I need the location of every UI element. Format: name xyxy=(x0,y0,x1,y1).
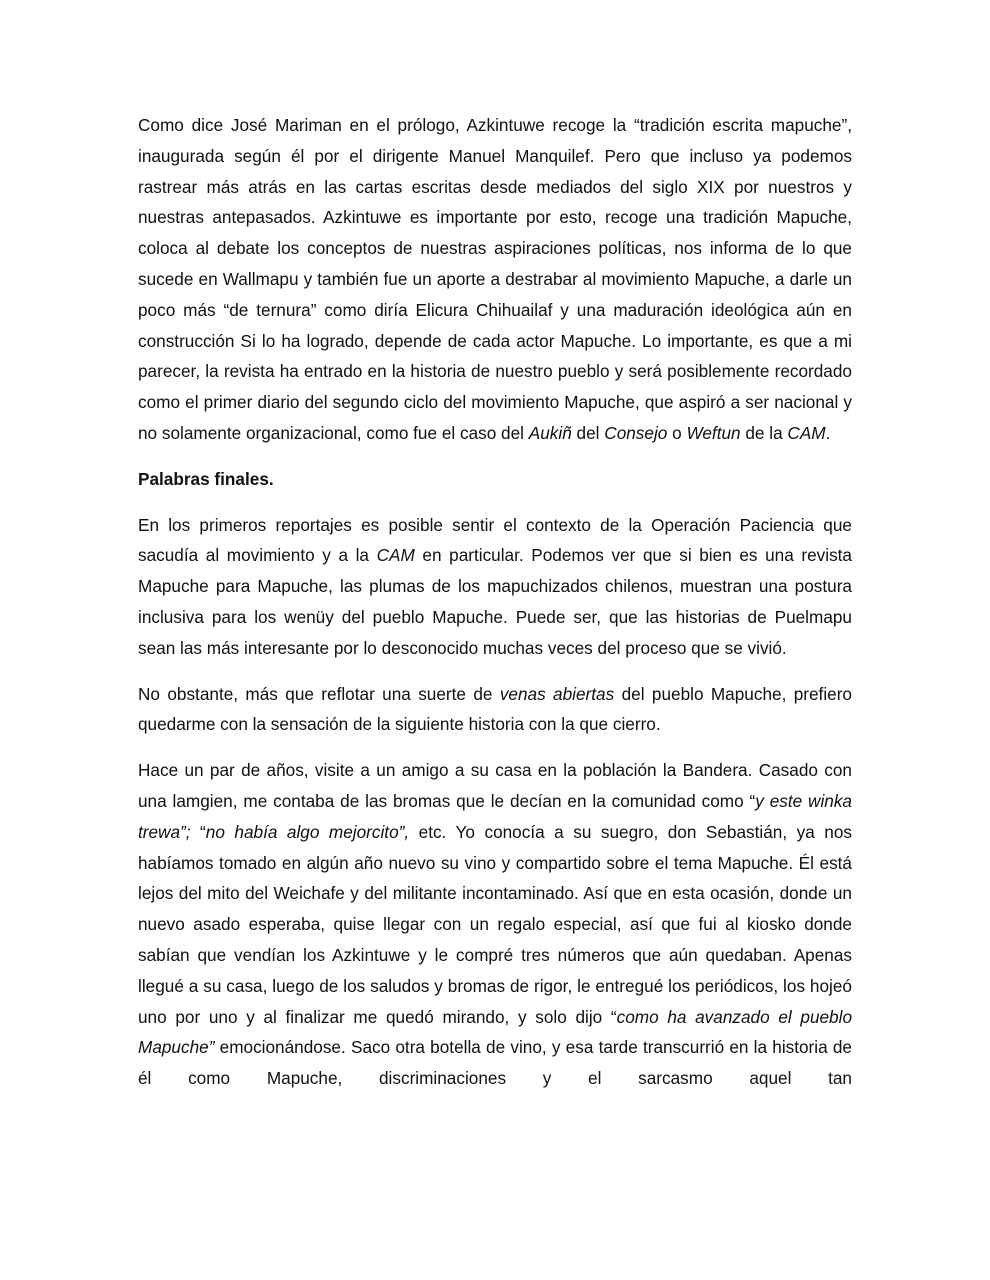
paragraph-text: Como dice José Mariman en el prólogo, Azkintuwe recoge la “tradición escrita mapuche”, inaugurada según él por el dirigente Manuel Manquilef. Pero que incluso ya podemos rastrear más atrás en las cartas escritas desde mediados del siglo XIX por nuestros y nuestras antepasados. Azkintuwe es importante por esto, recoge una tradición Mapuche, coloca al debate los conceptos de nuestras aspiraciones políticas, nos informa de lo que sucede en Wallmapu y también fue un aporte a destrabar al movimiento Mapuche, a darle un poco más “de ternura” como diría Elicura Chihuailaf y una maduración ideológica aún en construcción Si lo ha logrado, depende de cada actor Mapuche. Lo importante, es que a mi parecer, la revista ha entrado en la historia de nuestro pueblo y será posiblemente recordado como el primer diario del segundo ciclo del movimiento Mapuche, que aspiró a ser nacional y no solamente organizacional, como fue el caso del xyxy=(138,115,852,443)
paragraph-text: del xyxy=(571,422,605,443)
paragraph-text: del pueblo Mapuche, prefiero quedarme con la sensación de la siguiente historia con la que cierro. xyxy=(138,683,852,735)
italic-term-consejo: Consejo xyxy=(604,422,668,443)
italic-term-weftun: Weftun xyxy=(686,422,741,443)
paragraph-text: Hace un par de años, visite a un amigo a su casa en la población la Bandera. Casado con una lamgien, me contaba de las bromas que le decían en la comunidad como “ xyxy=(138,760,852,811)
paragraph-text: de la xyxy=(740,422,788,443)
document-page xyxy=(138,110,852,1109)
paragraph-text: No obstante, más que reflotar una suerte de xyxy=(138,683,500,704)
paragraph-text: o xyxy=(667,422,687,443)
paragraph-text: “ xyxy=(190,821,206,842)
paragraph-text: emocionándose. Saco otra botella de vino, y esa tarde transcurrió en la historia de él como Mapuche, discriminaciones y el sarcasmo aquel tan xyxy=(138,1037,852,1089)
paragraph-text: . xyxy=(825,422,831,443)
paragraph-venas-abiertas xyxy=(138,679,852,741)
italic-quote-pueblo-mapuche: como ha avanzado el pueblo Mapuche” xyxy=(138,1006,852,1058)
paragraph-text: en particular. Podemos ver que si bien es una revista Mapuche para Mapuche, las plumas de los mapuchizados chilenos, muestran una postura inclusiva para los wenüy del pueblo Mapuche. Puede ser, que las historias de Puelmapu sean las más interesante por lo desconocido muchas veces del proceso que se vivió. xyxy=(138,545,852,658)
paragraph-text: etc. Yo conocía a su suegro, don Sebastián, ya nos habíamos tomado en algún año nuevo su vino y compartido sobre el tema Mapuche. Él está lejos del mito del Weichafe y del militante incontaminado. Así que en esta ocasión, donde un nuevo asado esperaba, quise llegar con un regalo especial, así que fui al kiosko donde sabían que vendían los Azkintuwe y le compré tres números que aún quedaban. Apenas llegué a su casa, luego de los saludos y bromas de rigor, le entregué los periódicos, los hojeó uno por uno y al finalizar me quedó mirando, y solo dijo “ xyxy=(138,821,853,1027)
paragraph-operacion-paciencia xyxy=(138,510,852,664)
paragraph-text: En los primeros reportajes es posible sentir el contexto de la Operación Paciencia que sacudía al movimiento y a la xyxy=(138,514,852,566)
section-heading: Palabras finales. xyxy=(138,468,274,489)
italic-quote-mejorcito: no había algo mejorcito”, xyxy=(205,821,410,842)
paragraph-azkintuwe-tradition xyxy=(138,110,852,449)
italic-term-cam: CAM xyxy=(787,422,826,443)
italic-term-venas-abiertas: venas abiertas xyxy=(499,683,615,704)
italic-term-aukin: Aukiñ xyxy=(528,422,572,443)
paragraph-la-bandera-story xyxy=(138,755,852,1094)
italic-term-cam: CAM xyxy=(376,545,415,566)
italic-quote-winka-trewa: y este winka trewa”; xyxy=(138,790,852,842)
